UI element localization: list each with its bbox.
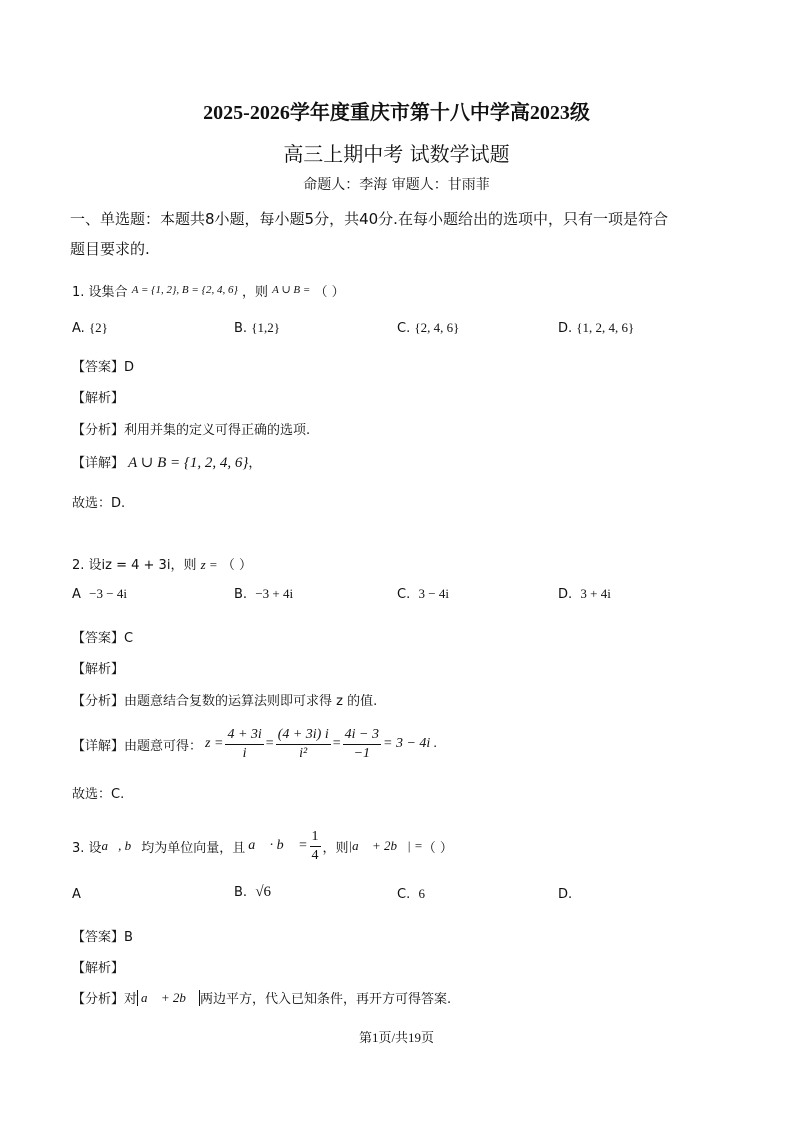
q3-option-d: D. (558, 887, 573, 902)
q2-fraction-3: $\frac{4i - 3}{-1}$ (344, 726, 379, 761)
q2-option-b: B. −3 + 4i (234, 586, 294, 602)
authors-line: 命题人：李海 审题人：甘雨菲 (303, 177, 490, 193)
q2-fraction-2: $\frac{(4 + 3i) i}{\text{i²}}$ (277, 726, 329, 761)
q2-option-c: C. 3 − 4i (397, 586, 449, 602)
page-subtitle: 高三上期中考 试数学试题 (283, 142, 510, 166)
q2-detail: 【详解】 由题意可得： z = $\frac{4 + 3i}{i}$ = $\frac{(4 + 3i) i}{\text{i²}}$ = $\frac{4i - 3}{-1}$ = 3 − 4i . (72, 726, 438, 761)
question-2-blank: （ ） (221, 558, 252, 573)
question-2-prefix: 2. 设iz = 4 + 3i，则 (72, 558, 197, 573)
question-1-expr: A ∪ B = (272, 284, 311, 296)
q1-option-a: A. {2} (72, 320, 108, 336)
q2-choose: 故选：C. (72, 787, 125, 802)
q3-fenxi: 【分析】 对 a⃗ + 2b⃗ 两边平方，代入已知条件，再开方可得答案. (72, 989, 452, 1007)
q3-option-c: C. 6 (397, 886, 425, 902)
question-2 (72, 554, 252, 573)
q2-fenxi: 【分析】由题意结合复数的运算法则即可求得 z 的值. (72, 694, 378, 709)
section-heading-line2: 题目要求的. (70, 240, 150, 258)
q1-option-b: B. {1,2} (234, 320, 280, 336)
question-3-vectors: a⃗, b⃗ (101, 838, 142, 853)
q1-analysis-tag: 【解析】 (72, 391, 125, 406)
question-1 (72, 281, 345, 300)
q3-fraction: $\frac{1}{4}$ (311, 828, 319, 863)
q2-analysis-tag: 【解析】 (72, 662, 125, 677)
page-footer: 第1页/共19页 (358, 1030, 435, 1045)
page-title: 2025-2026学年度重庆市第十八中学高2023级 (203, 102, 590, 124)
q2-fraction-1: $\frac{4 + 3i}{i}$ (227, 726, 262, 761)
section-heading-line1: 一、单选题：本题共8小题，每小题5分，共40分.在每小题给出的选项中，只有一项是符合 (70, 210, 668, 228)
question-2-expr: z = (200, 557, 218, 572)
q1-option-d: D. {1, 2, 4, 6} (558, 320, 635, 336)
question-1-prefix: 1. 设集合 (72, 285, 128, 300)
q3-option-a: A (72, 887, 81, 902)
q1-fenxi: 【分析】利用并集的定义可得正确的选项. (72, 423, 311, 438)
q3-abs-expr: a⃗ + 2b⃗ (137, 990, 200, 1006)
question-1-blank: （ ） (314, 285, 345, 300)
q2-option-a: A −3 − 4i (72, 586, 127, 602)
question-1-mid: ，则 (242, 285, 269, 300)
q2-option-d: D. 3 + 4i (558, 586, 611, 602)
q3-answer: 【答案】B (72, 930, 133, 945)
q1-detail: 【详解】 A ∪ B = {1, 2, 4, 6}， (72, 455, 262, 471)
q3-analysis-tag: 【解析】 (72, 961, 125, 976)
q2-answer: 【答案】C (72, 631, 134, 646)
question-3: 3. 设 a⃗, b⃗ 均为单位向量，且 a⃗ · b⃗ = $\frac{1}{4}$ ，则 |a⃗ + 2b⃗| = （ ） (72, 828, 453, 863)
q1-answer: 【答案】D (72, 360, 135, 375)
q1-option-c: C. {2, 4, 6} (397, 320, 460, 336)
q3-option-b: B. √6 (234, 884, 272, 900)
q1-choose: 故选：D. (72, 496, 126, 511)
question-1-sets: A = {1, 2}, B = {2, 4, 6} (131, 284, 238, 296)
